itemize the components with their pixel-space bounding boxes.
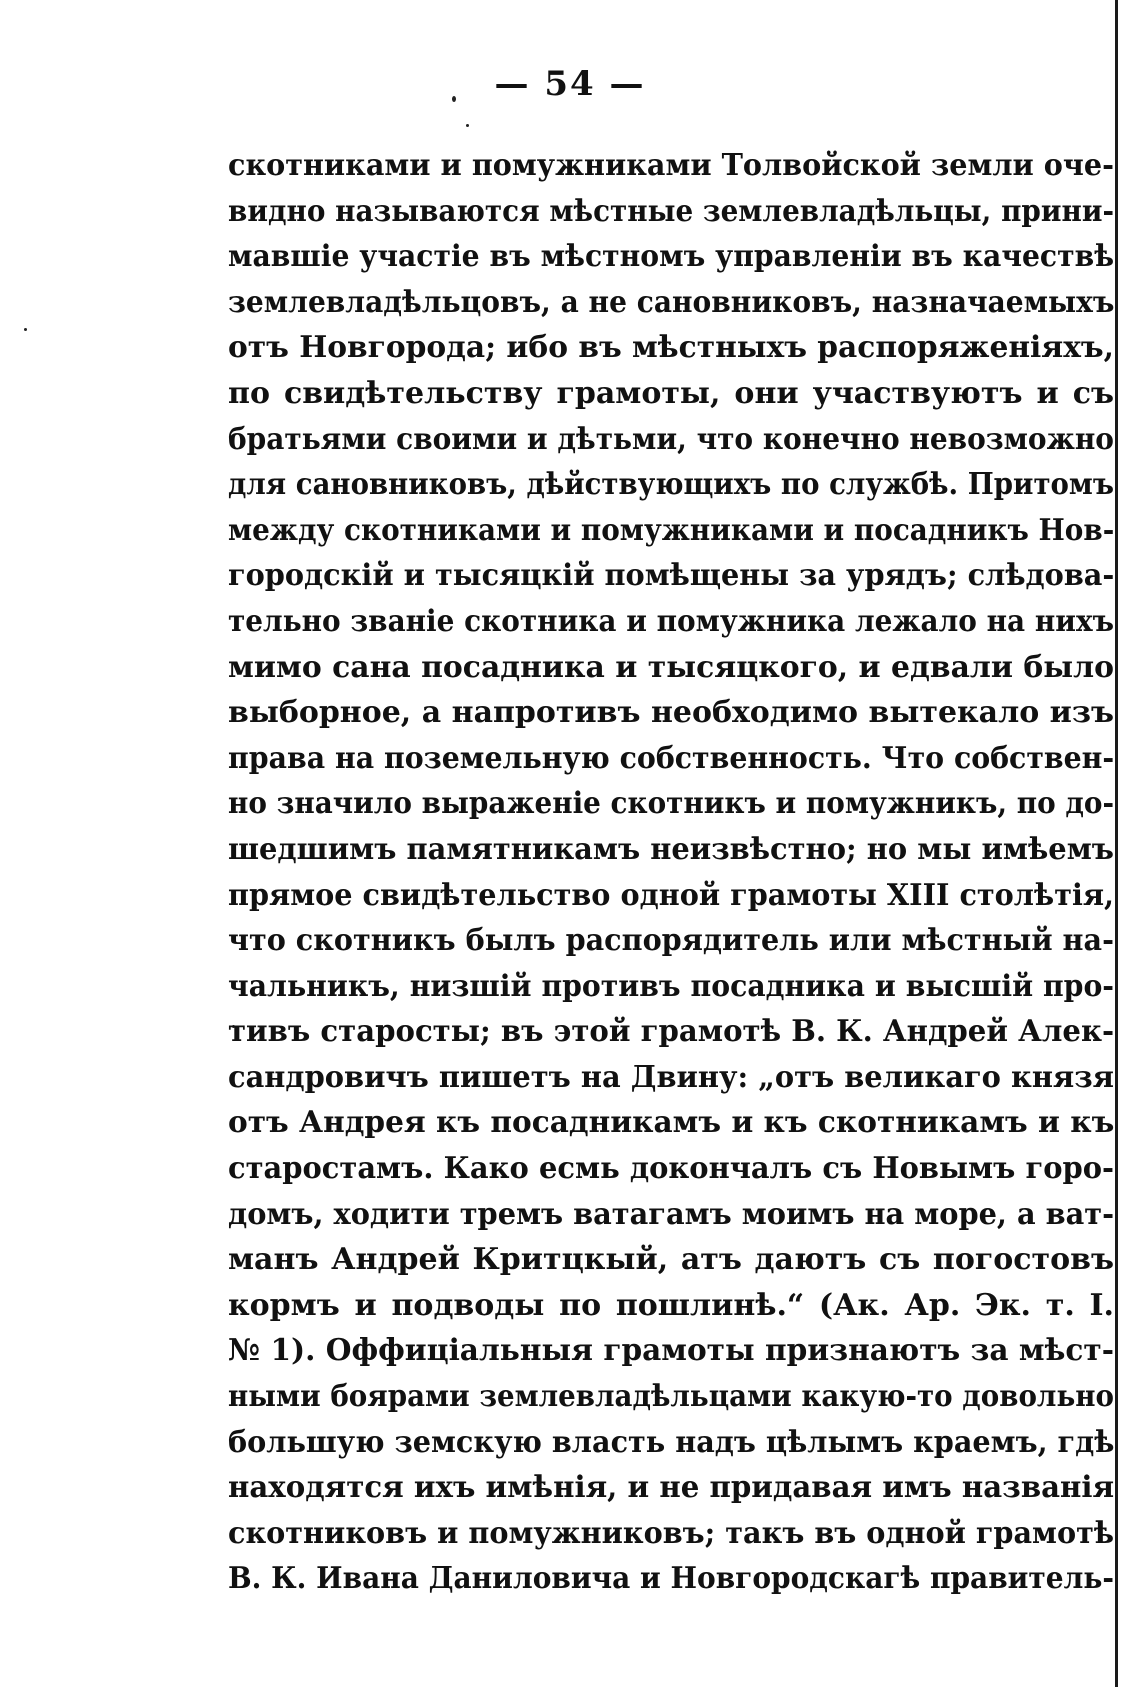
text-line: видно называются мѣстные землевладѣльцы, прини- bbox=[228, 193, 1115, 229]
text-line: права на поземельную собственность. Что собствен- bbox=[228, 740, 1115, 776]
text-line: скотниками и помужниками Толвойской земли оче- bbox=[228, 148, 1114, 183]
text-line: братьями своими и дѣтьми, что конечно невозможно bbox=[228, 421, 1114, 457]
print-speck bbox=[466, 124, 469, 127]
text-line: землевладѣльцовъ, а не сановниковъ, назначаемыхъ bbox=[228, 284, 1115, 320]
text-line: скотниковъ и помужниковъ; такъ въ одной грамотѣ bbox=[228, 1515, 1115, 1551]
text-line: отъ Новгорода; ибо въ мѣстныхъ распоряженіяхъ, bbox=[228, 330, 1114, 366]
text-line: тельно званіе скотника и помужника лежало на нихъ bbox=[228, 603, 1115, 639]
text-line: отъ Андрея къ посадникамъ и къ скотникамъ и къ bbox=[228, 1105, 1115, 1141]
text-line: по свидѣтельству грамоты, они участвуютъ и съ bbox=[228, 375, 1114, 411]
text-line: находятся ихъ имѣнія, и не придавая имъ названія bbox=[228, 1470, 1115, 1506]
print-speck bbox=[24, 328, 27, 331]
text-line: что скотникъ былъ распорядитель или мѣстный на- bbox=[228, 923, 1114, 959]
text-line: кормъ и подводы по пошлинѣ.“ (Ак. Ар. Эк. т. I. bbox=[228, 1287, 1114, 1323]
text-line: шедшимъ памятникамъ неизвѣстно; но мы имѣемъ bbox=[228, 831, 1114, 867]
text-line: манъ Андрей Критцкый, атъ даютъ съ погостовъ bbox=[228, 1242, 1114, 1278]
page-edge-line bbox=[1115, 0, 1118, 1687]
text-line: для сановниковъ, дѣйствующихъ по службѣ. Притомъ bbox=[228, 467, 1114, 503]
text-line: № 1). Оффиціальныя грамоты признаютъ за мѣст- bbox=[228, 1333, 1114, 1369]
page-number: — 54 — bbox=[494, 64, 646, 104]
text-line: ными боярами землевладѣльцами какую-то довольно bbox=[228, 1379, 1114, 1415]
text-line: В. К. Ивана Даниловича и Новгородскагѣ правитель- bbox=[228, 1561, 1114, 1597]
body-text bbox=[228, 143, 1114, 1602]
text-line: старостамъ. Како есмь докончалъ съ Новымъ горо- bbox=[228, 1151, 1115, 1187]
text-line: большую земскую власть надъ цѣлымъ краемъ, гдѣ bbox=[228, 1424, 1115, 1460]
text-line: между скотниками и помужниками и посадникъ Нов- bbox=[228, 512, 1115, 548]
text-line: мавшіе участіе въ мѣстномъ управленіи въ качествѣ bbox=[228, 239, 1115, 275]
text-line: прямое свидѣтельство одной грамоты XIII столѣтія, bbox=[228, 877, 1115, 913]
text-line: но значило выраженіе скотникъ и помужникъ, по до- bbox=[228, 786, 1115, 822]
text-line: сандровичъ пишетъ на Двину: „отъ великаго князя bbox=[228, 1059, 1115, 1095]
text-line: тивъ старосты; въ этой грамотѣ В. К. Андрей Алек- bbox=[228, 1014, 1115, 1050]
text-line: городскій и тысяцкій помѣщены за урядъ; слѣдова- bbox=[228, 558, 1115, 594]
text-line: чальникъ, низшій противъ посадника и высшій про- bbox=[228, 968, 1115, 1004]
text-line: выборное, а напротивъ необходимо вытекало изъ bbox=[228, 695, 1115, 731]
text-line: мимо сана посадника и тысяцкого, и едвали было bbox=[228, 649, 1115, 685]
text-line: домъ, ходити тремъ ватагамъ моимъ на море, а ват- bbox=[228, 1196, 1115, 1232]
